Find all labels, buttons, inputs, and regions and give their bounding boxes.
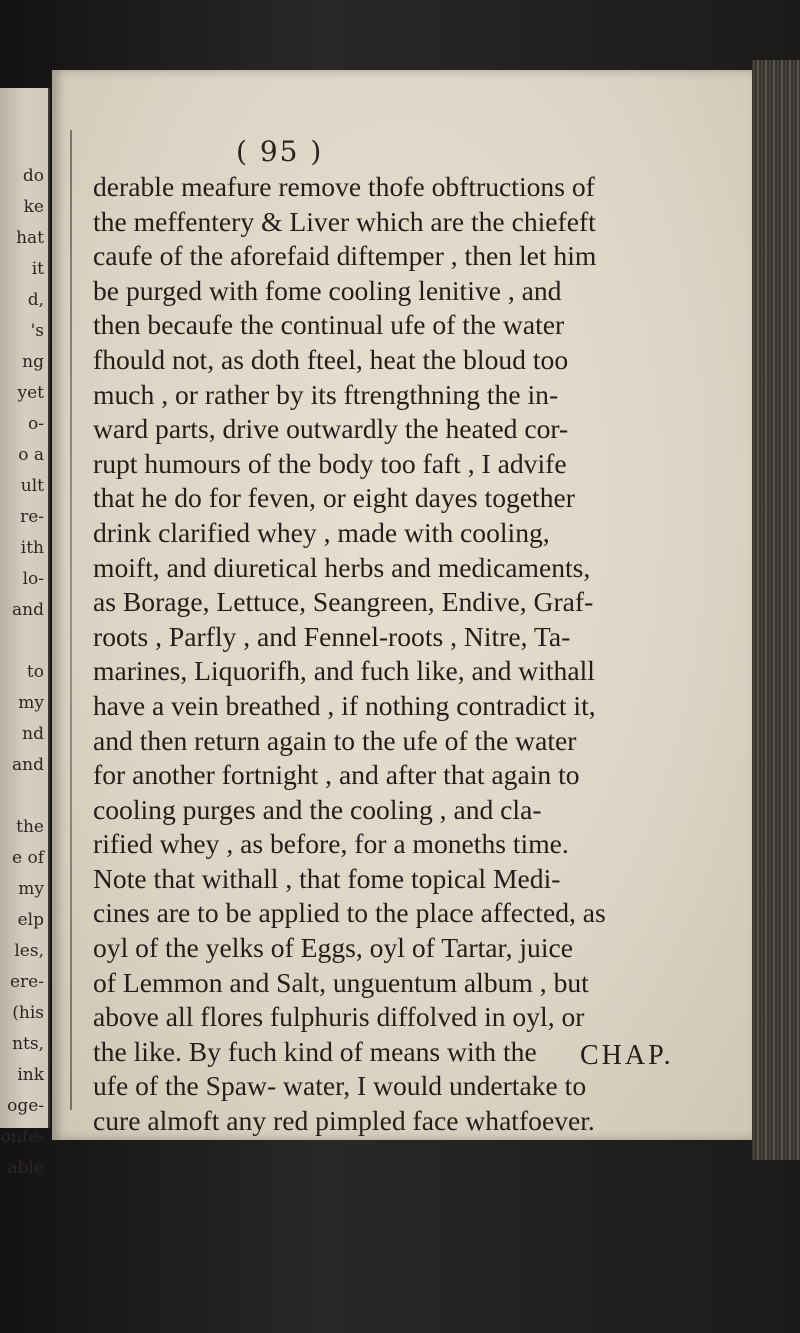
prev-page-fragment: ke	[23, 197, 44, 217]
prev-page-fragment: do	[22, 166, 44, 186]
prev-page-fragment: nts,	[12, 1034, 44, 1054]
text-line: then becaufe the continual ufe of the water	[93, 309, 565, 341]
text-line: derable meafure remove thofe obftructions of	[93, 171, 595, 202]
text-line: oyl of the yelks of Eggs, oyl of Tartar, juice	[93, 932, 573, 964]
prev-page-fragment: ere-	[10, 972, 44, 992]
prev-page-fragment: e of	[12, 848, 44, 868]
text-line: cure almoft any red pimpled face whatfoever.	[93, 1105, 595, 1137]
prev-page-fragment: lo-	[22, 569, 44, 589]
text-line: be purged with fome cooling lenitive , and	[93, 274, 562, 306]
prev-page-fragment: ith	[20, 538, 44, 558]
prev-page-fragment: my	[18, 879, 44, 899]
text-line: cines are to be applied to the place affected, as	[93, 897, 606, 929]
previous-page-edge	[0, 88, 50, 1178]
text-line: ufe of the Spaw- water, I would undertake to	[93, 1070, 587, 1102]
text-line: marines, Liquorifh, and fuch like, and withall	[93, 655, 595, 687]
text-line: cooling purges and the cooling , and cla-	[93, 793, 542, 825]
prev-page-fragment: ult	[20, 476, 44, 496]
prev-page-fragment: re-	[20, 507, 44, 527]
text-line: rified whey , as before, for a moneths time.	[93, 828, 569, 860]
prev-page-fragment: hat	[16, 228, 44, 248]
prev-page-fragment: 's	[30, 321, 44, 341]
text-line: as Borage, Lettuce, Seangreen, Endive, Graf-	[93, 586, 594, 618]
prev-page-fragment: les,	[14, 941, 44, 961]
prev-page-fragment: the	[16, 817, 44, 837]
text-line: above all flores fulphuris diffolved in oyl, or	[93, 1001, 585, 1033]
prev-page-fragment: ng	[22, 352, 44, 372]
prev-page-fragment: o-	[28, 414, 44, 434]
prev-page-fragment: o a	[18, 445, 44, 465]
text-line: for another fortnight , and after that again to	[93, 759, 580, 791]
prev-page-fragment: it	[31, 259, 44, 279]
prev-page-fragment: (his	[12, 1003, 44, 1023]
prev-page-fragment: and	[12, 755, 44, 775]
text-line: Note that withall , that fome topical Medi-	[93, 862, 561, 894]
text-line: the like. By fuch kind of means with the	[93, 1035, 537, 1067]
prev-page-fragment: ink	[17, 1065, 44, 1085]
body-text	[93, 170, 773, 1139]
text-line: and then return again to the ufe of the water	[93, 724, 577, 756]
text-line: ward parts, drive outwardly the heated cor-	[93, 413, 569, 445]
text-line: moift, and diuretical herbs and medicaments,	[93, 551, 591, 583]
page-number: ( 95 )	[236, 135, 324, 168]
text-line: much , or rather by its ftrengthning the in-	[93, 378, 559, 410]
prev-page-fragment: able	[7, 1158, 44, 1178]
prev-page-fragment: and	[12, 600, 44, 620]
prev-page-fragment: my	[18, 693, 44, 713]
prev-page-fragment: to	[26, 662, 44, 682]
text-line: fhould not, as doth fteel, heat the bloud too	[93, 343, 569, 375]
text-line: caufe of the aforefaid diftemper , then let him	[93, 240, 597, 272]
page-gutter	[70, 130, 72, 1110]
prev-page-fragment: elp	[17, 910, 44, 930]
text-line: that he do for feven, or eight dayes together	[93, 482, 575, 514]
prev-page-fragment: yet	[17, 383, 44, 403]
text-line: rupt humours of the body too faft , I advife	[93, 447, 567, 479]
text-line: of Lemmon and Salt, unguentum album , but	[93, 966, 589, 998]
text-line: roots , Parfly , and Fennel-roots , Nitre, Ta-	[93, 620, 571, 652]
prev-page-fragment: oge-	[7, 1096, 44, 1116]
catchword: CHAP.	[580, 1040, 674, 1071]
text-line: have a vein breathed , if nothing contradict it,	[93, 689, 596, 721]
text-line: drink clarified whey , made with cooling,	[93, 516, 550, 548]
prev-page-fragment: onfe-	[0, 1127, 44, 1147]
prev-page-fragment: nd	[22, 724, 44, 744]
prev-page-fragment: d,	[27, 290, 44, 310]
text-line: the meffentery & Liver which are the chiefeft	[93, 205, 596, 237]
